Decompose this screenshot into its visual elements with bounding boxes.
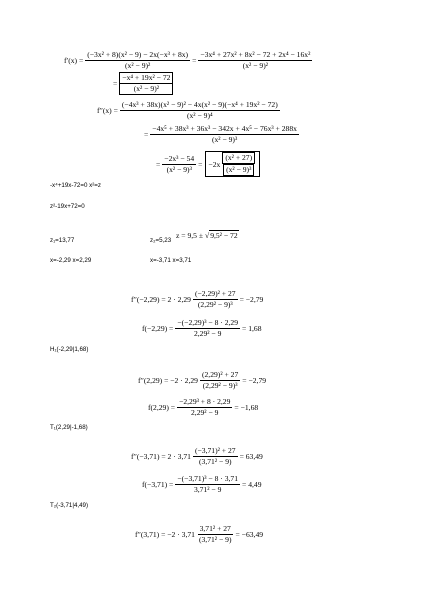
- calc7-frac: [197, 524, 234, 545]
- f2-fraction-3: [162, 154, 196, 175]
- maximum-point-h1: H₁(-2,29|1,68): [50, 346, 89, 353]
- calc-fpp-minus-229: [131, 289, 263, 310]
- calc2-frac: [175, 318, 240, 339]
- calc6-den: 3,71² − 9: [193, 485, 222, 494]
- f1-lhs: f′(x) =: [64, 56, 84, 65]
- f2-eq: =: [144, 130, 149, 139]
- calc6-num: −(−3,71)³ − 8 · 3,71: [177, 474, 239, 483]
- second-derivative-line-1: [97, 100, 282, 121]
- f2-den-1: (x² − 9)⁴: [186, 111, 213, 120]
- f2-den-3: (x² − 9)³: [166, 164, 192, 174]
- f1-den-2: (x² − 9)²: [242, 61, 269, 70]
- z2-value: z₂=5,23: [150, 237, 172, 244]
- f2-eq-3: =: [156, 159, 161, 169]
- calc7-num: 3,71² + 27: [199, 524, 231, 533]
- first-derivative-line-2: [113, 72, 175, 95]
- f2-fraction-1: [120, 100, 280, 121]
- f2-lhs: f′′(x) =: [97, 106, 118, 115]
- x-solutions-2: x=-3,71 x=3,71: [150, 257, 192, 264]
- calc4-num: −2,29³ + 8 · 2,29: [179, 397, 231, 406]
- f1-boxed-fraction: [119, 72, 173, 95]
- calc7-rhs: = −63,49: [235, 530, 264, 539]
- z-formula-root: 9,5² − 72: [210, 231, 238, 240]
- calc1-rhs: = −2,79: [239, 295, 264, 304]
- calc5-rhs: = 63,49: [239, 452, 263, 461]
- calc3-num: (2,29)² + 27: [201, 370, 239, 379]
- f2-boxed-result: [205, 151, 260, 177]
- second-derivative-line-2: [144, 124, 301, 145]
- x-solutions-1: x=-2,29 x=2,29: [50, 257, 92, 264]
- calc3-den: (2,29² − 9)³: [202, 381, 238, 390]
- calc2-rhs: = 1,68: [242, 324, 262, 333]
- calc3-frac: [200, 370, 240, 391]
- f1-eq-2: =: [113, 79, 118, 88]
- f2-fraction-2: [150, 124, 299, 145]
- note-substitution: -x⁴+19x-72=0 x²=z: [50, 182, 101, 189]
- calc-f-229: [148, 397, 258, 418]
- f2-num-2: −4x⁵ + 38x³ + 36x³ − 342x + 4x⁵ − 76x³ + 288x: [152, 124, 297, 133]
- calc7-den: (3,71² − 9): [198, 535, 232, 544]
- minimum-point-t2: T₂(-3,71|4,49): [50, 502, 89, 509]
- calc-fpp-371: [135, 524, 263, 545]
- f2-num-4: (x² + 27): [222, 152, 255, 164]
- f1-num-1: (−3x² + 8)(x² − 9) − 2x(−x³ + 8x): [87, 50, 189, 59]
- f2-den-4: (x² − 9)³: [223, 164, 254, 176]
- calc4-frac: [177, 397, 232, 418]
- calc4-lhs: f(2,29) =: [148, 403, 176, 412]
- f1-eq: =: [192, 56, 197, 65]
- calc4-rhs: = −1,68: [234, 403, 259, 412]
- z-formula-left: z = 9,5 ±: [176, 230, 204, 240]
- f1-num-2: −3x⁴ + 27x² + 8x² − 72 + 2x⁴ − 16x²: [200, 50, 311, 59]
- f1-den-1: (x² − 9)²: [125, 61, 151, 70]
- first-derivative-line-1: [64, 50, 314, 71]
- calc-f-minus-371: [142, 474, 262, 495]
- calc1-lhs: f′′(−2,29) = 2 · 2,29: [131, 295, 191, 304]
- calc-fpp-229: [138, 370, 266, 391]
- note-quadratic: z²-19x+72=0: [50, 203, 85, 210]
- calc6-rhs: = 4,49: [242, 480, 262, 489]
- f1-den-3: (x² − 9)²: [133, 84, 160, 93]
- calc6-lhs: f(−3,71) =: [142, 480, 174, 489]
- calc-f-minus-229: [142, 318, 262, 339]
- f2-num-3: −2x³ − 54: [164, 153, 195, 163]
- f2-num-1: (−4x³ + 38x)(x² − 9)² − 4x(x² − 9)(−x⁴ + 19x² − 72): [121, 100, 278, 109]
- calc-fpp-minus-371: [131, 446, 263, 467]
- f1-fraction-2: [198, 50, 312, 71]
- calc5-lhs: f′′(−3,71) = 2 · 3,71: [131, 452, 191, 461]
- calc5-den: (3,71² − 9): [199, 457, 232, 466]
- f1-fraction-1: [85, 50, 190, 71]
- z-formula: z = 9,5 ± √ 9,5² − 72: [176, 230, 238, 240]
- calc1-frac: [193, 289, 238, 310]
- calc2-lhs: f(−2,29) =: [142, 324, 174, 333]
- f2-eq-4: =: [198, 159, 203, 169]
- f1-num-3: −x⁴ + 19x² − 72: [122, 73, 171, 82]
- calc6-frac: [175, 474, 240, 495]
- second-derivative-line-3: [156, 151, 260, 177]
- calc2-den: 2,29² − 9: [193, 329, 222, 338]
- calc1-num: (−2,29)² + 27: [194, 289, 236, 298]
- calc3-lhs: f′′(2,29) = −2 · 2,29: [138, 376, 198, 385]
- z1-value: z₁=13,77: [50, 237, 75, 244]
- calc1-den: (2,29² − 9)³: [197, 300, 233, 309]
- calc7-lhs: f′′(3,71) = −2 · 3,71: [135, 530, 195, 539]
- f2-factor: −2x: [208, 159, 221, 169]
- calc5-num: (−3,71)² + 27: [194, 446, 236, 455]
- calc2-num: −(−2,29)³ − 8 · 2,29: [177, 318, 239, 327]
- calc4-den: 2,29² − 9: [191, 408, 219, 417]
- calc3-rhs: = −2,79: [242, 376, 267, 385]
- calc5-frac: [193, 446, 238, 467]
- minimum-point-t1: T₁(2,29|-1,68): [50, 424, 88, 431]
- f2-den-2: (x² − 9)³: [211, 135, 238, 144]
- f2-fraction-4: [222, 152, 255, 176]
